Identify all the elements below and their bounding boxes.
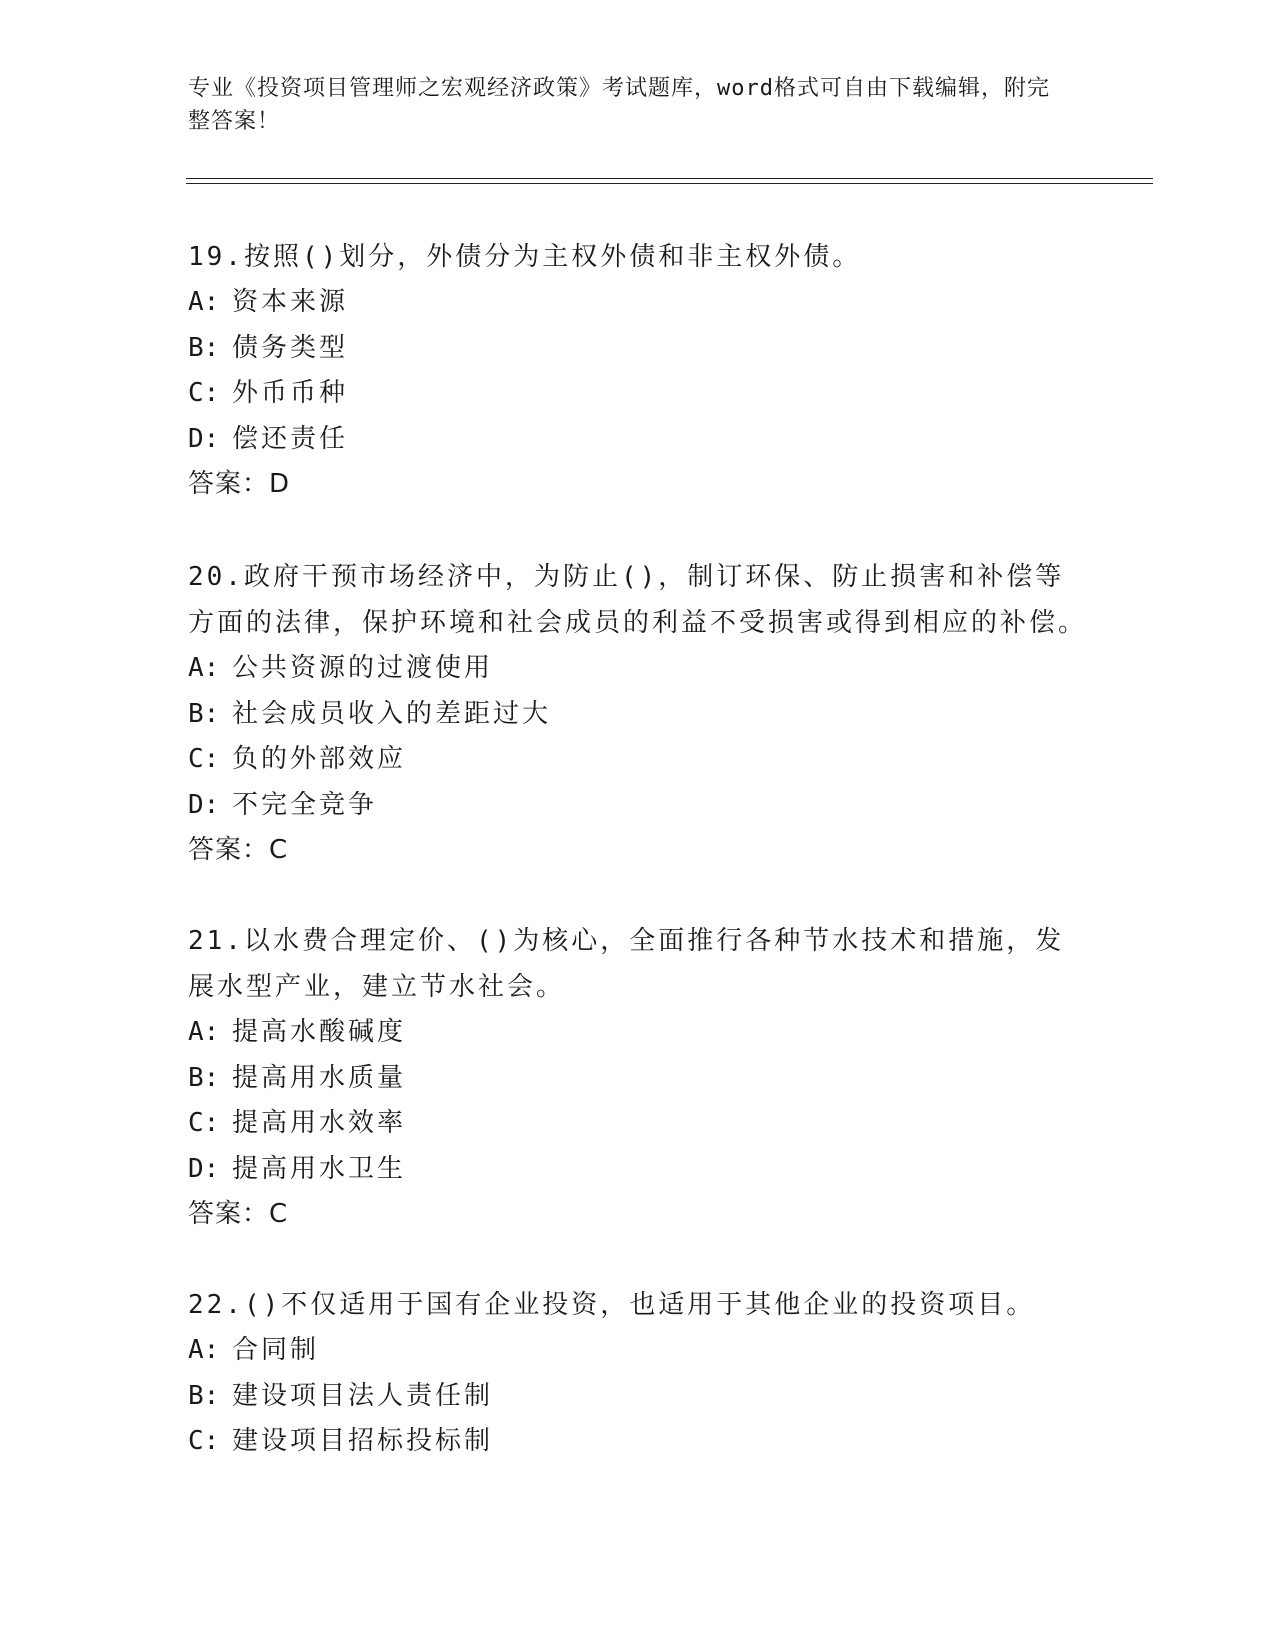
option-d: [188, 417, 1088, 463]
option-label: A:: [188, 1017, 220, 1047]
option-text: 外币币种: [232, 378, 349, 408]
option-label: A:: [188, 1335, 220, 1365]
option-text: 社会成员收入的差距过大: [232, 698, 552, 729]
option-c: [188, 1101, 1088, 1147]
option-c: [188, 737, 1088, 783]
option-text: 偿还责任: [232, 423, 349, 454]
option-text: 不完全竞争: [232, 789, 378, 820]
option-text: 债务类型: [232, 332, 349, 363]
option-text: 公共资源的过渡使用: [232, 653, 494, 683]
option-text: 建设项目招标投标制: [232, 1426, 494, 1456]
option-b: [188, 326, 1088, 372]
option-label: C:: [188, 378, 220, 408]
option-c: [188, 371, 1088, 417]
option-label: D:: [188, 1153, 220, 1184]
option-text: 合同制: [232, 1335, 320, 1365]
answer: 答案：D: [188, 469, 291, 499]
question-stem: 22.()不仅适用于国有企业投资，也适用于其他企业的投资项目。: [188, 1290, 1036, 1320]
question-stem: 21.以水费合理定价、()为核心，全面推行各种节水技术和措施，发展水型产业，建立节水社会。: [188, 926, 1065, 1002]
option-text: 提高用水效率: [232, 1108, 407, 1138]
option-label: B:: [188, 332, 220, 363]
option-text: 建设项目法人责任制: [232, 1380, 494, 1411]
option-label: A:: [188, 653, 220, 683]
option-b: [188, 1374, 1088, 1420]
question-stem: 20.政府干预市场经济中，为防止()，制订环保、防止损害和补偿等方面的法律，保护环境和社会成员的利益不受损害或得到相应的补偿。: [188, 562, 1088, 638]
question-22: [188, 1282, 1088, 1465]
option-d: [188, 783, 1088, 829]
option-text: 提高水酸碱度: [232, 1017, 407, 1047]
option-label: B:: [188, 1380, 220, 1411]
question-21: [188, 918, 1088, 1238]
option-text: 提高用水质量: [232, 1062, 407, 1093]
answer: 答案：C: [188, 1199, 289, 1229]
question-20: [188, 554, 1088, 874]
option-a: [188, 1010, 1088, 1056]
answer: 答案：C: [188, 835, 289, 865]
option-label: C:: [188, 1108, 220, 1138]
option-label: B:: [188, 698, 220, 729]
option-a: [188, 1328, 1088, 1374]
option-b: [188, 1056, 1088, 1102]
option-a: [188, 280, 1088, 326]
header-text: 专业《投资项目管理师之宏观经济政策》考试题库，word格式可自由下载编辑，附完整答案！: [188, 76, 1050, 134]
option-text: 提高用水卫生: [232, 1153, 407, 1184]
header-divider-top: [186, 178, 1153, 179]
option-d: [188, 1147, 1088, 1193]
option-label: B:: [188, 1062, 220, 1093]
option-label: D:: [188, 423, 220, 454]
option-c: [188, 1419, 1088, 1465]
option-b: [188, 692, 1088, 738]
question-19: [188, 234, 1088, 508]
option-a: [188, 646, 1088, 692]
option-label: D:: [188, 789, 220, 820]
header-divider-bottom: [186, 183, 1153, 184]
option-text: 资本来源: [232, 287, 349, 317]
option-label: A:: [188, 287, 220, 317]
document-header: [188, 72, 1068, 138]
question-stem: 19.按照()划分，外债分为主权外债和非主权外债。: [188, 242, 862, 272]
option-label: C:: [188, 744, 220, 774]
option-label: C:: [188, 1426, 220, 1456]
option-text: 负的外部效应: [232, 744, 407, 774]
